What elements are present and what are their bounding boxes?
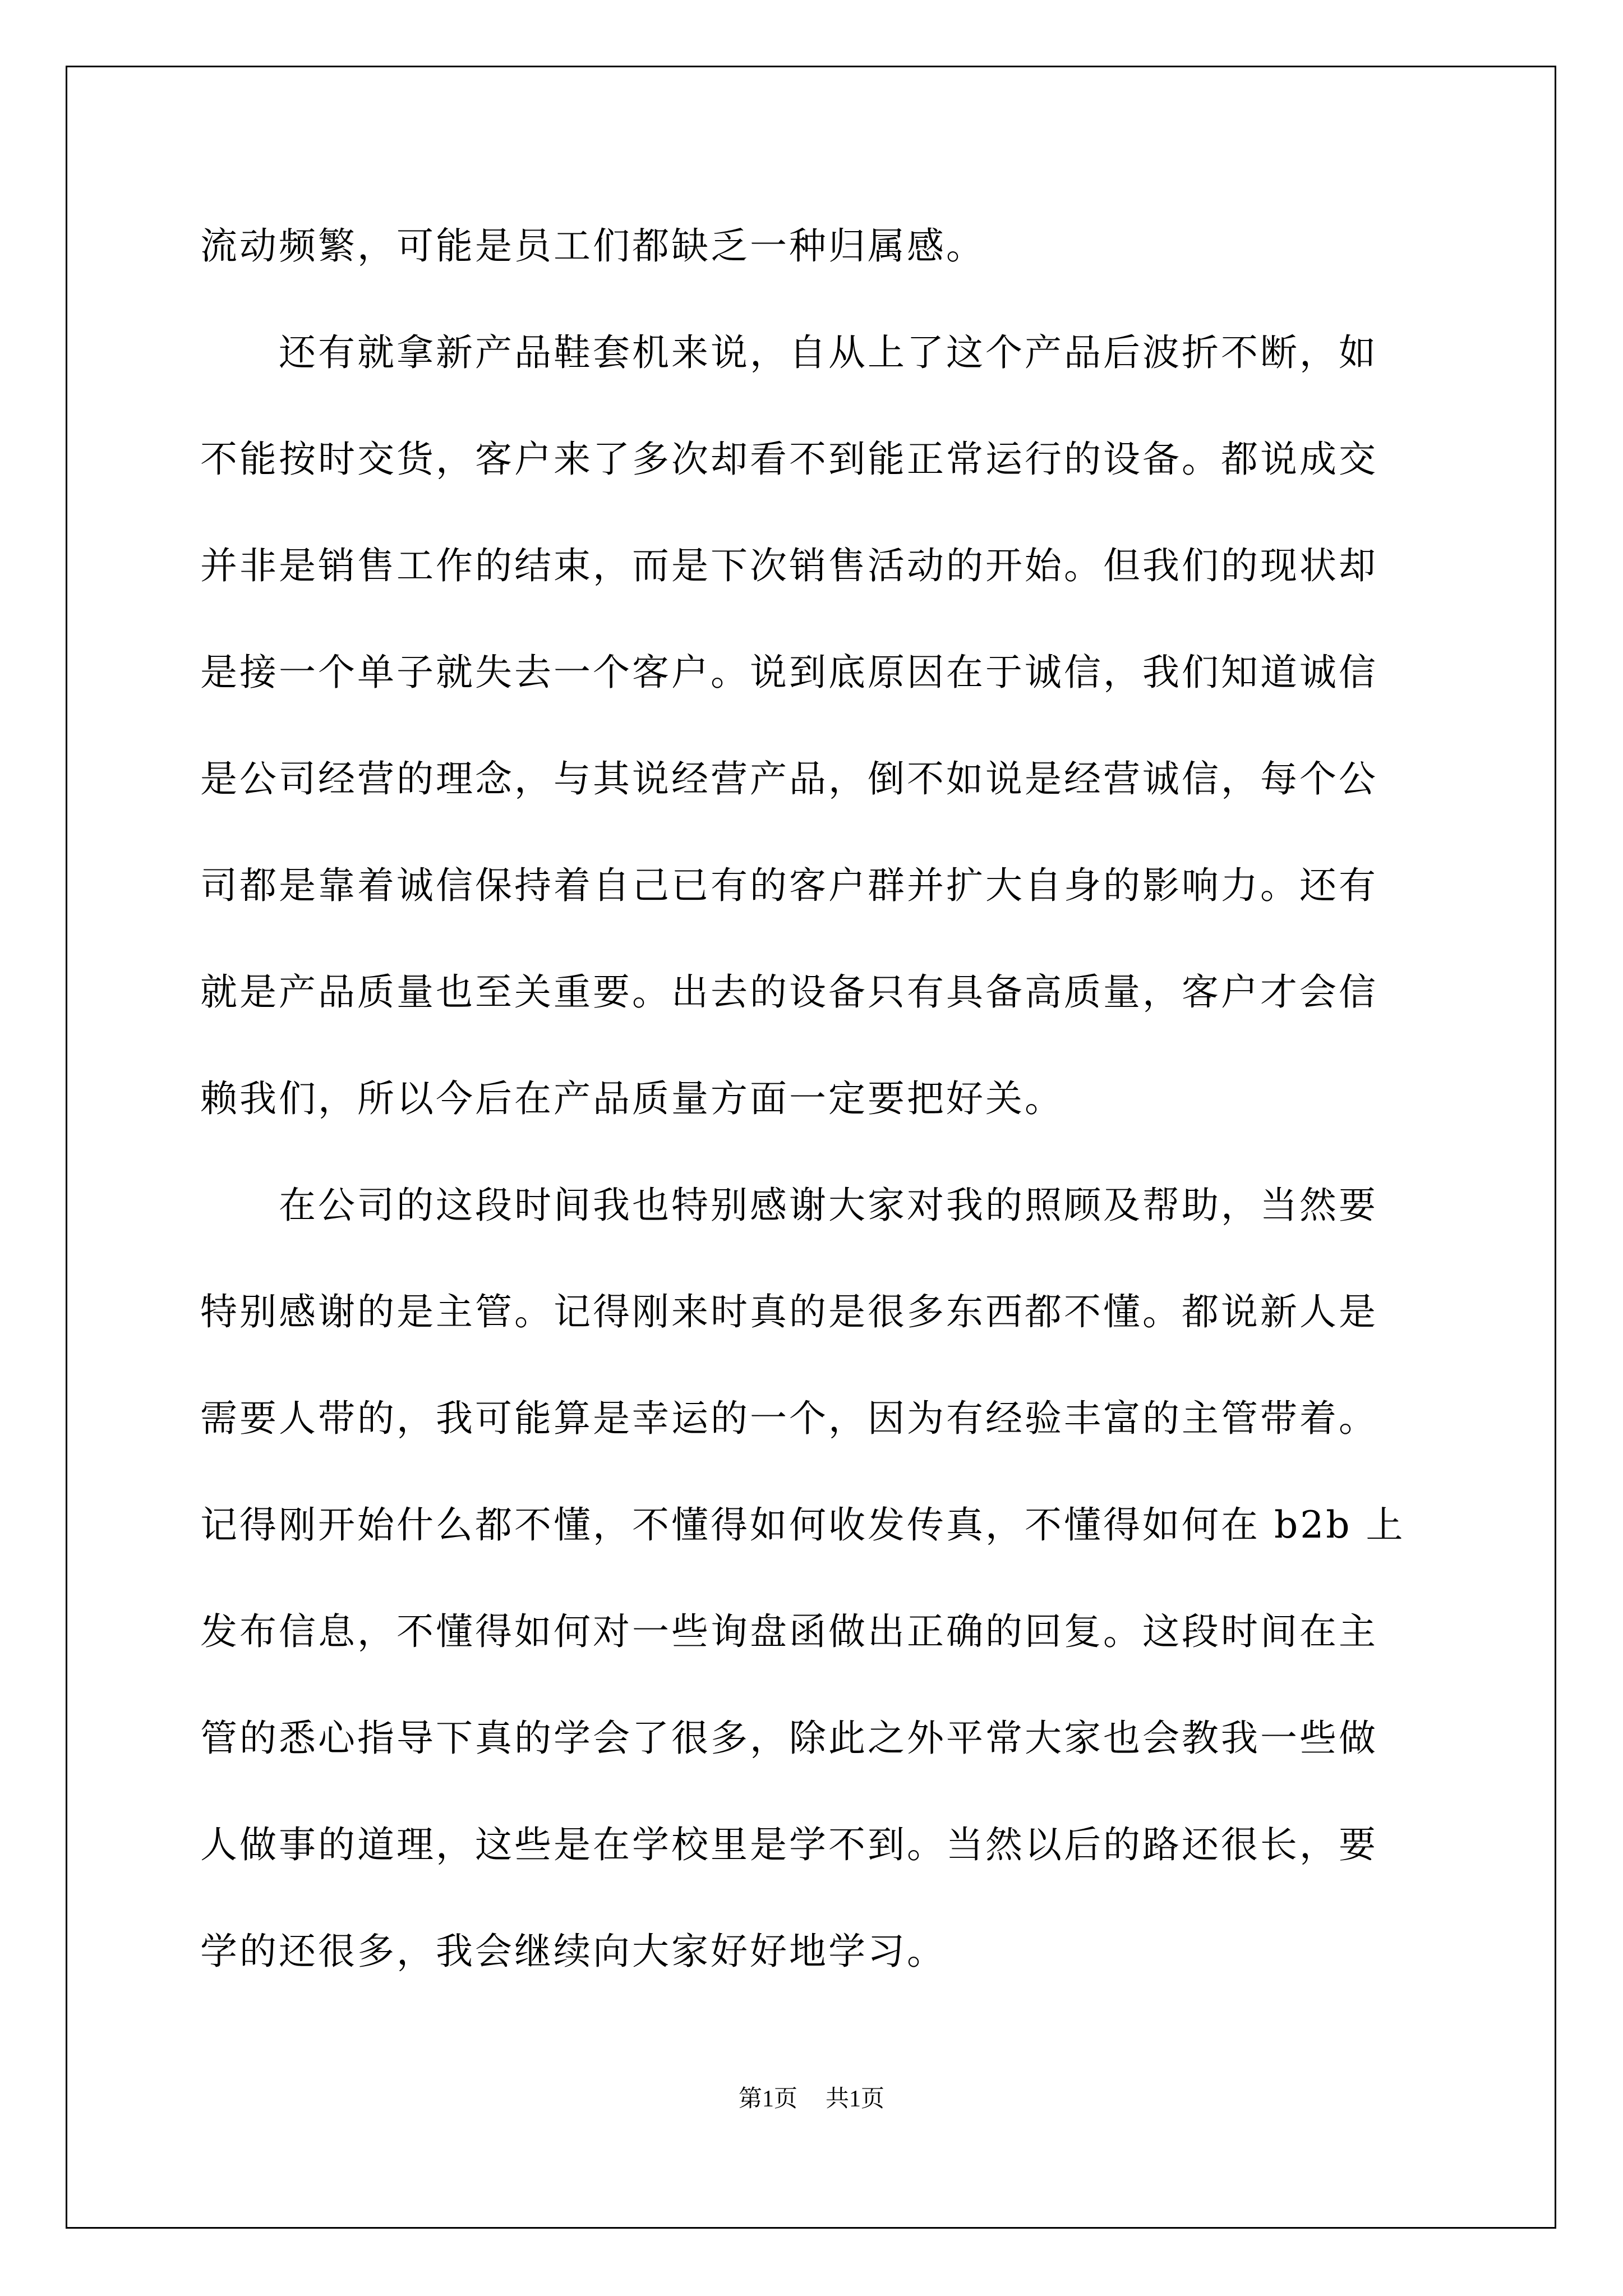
text-line: 发布信息，不懂得如何对一些询盘函做出正确的回复。这段时间在主 bbox=[200, 1610, 1378, 1653]
text-line: 是公司经营的理念，与其说经营产品，倒不如说是经营诚信，每个公 bbox=[200, 757, 1378, 800]
text-line: 还有就拿新产品鞋套机来说，自从上了这个产品后波折不断，如 bbox=[279, 331, 1378, 374]
text-line: 不能按时交货，客户来了多次却看不到能正常运行的设备。都说成交 bbox=[200, 438, 1378, 481]
text-line: 学的还很多，我会继续向大家好好地学习。 bbox=[200, 1930, 946, 1973]
page-number: 第1页 bbox=[738, 2086, 797, 2112]
text-line: 记得刚开始什么都不懂，不懂得如何收发传真，不懂得如何在 b2b 上 bbox=[200, 1503, 1405, 1547]
page-total: 共1页 bbox=[826, 2086, 885, 2112]
document-body bbox=[200, 193, 1434, 2005]
text-line: 需要人带的，我可能算是幸运的一个，因为有经验丰富的主管带着。 bbox=[200, 1397, 1378, 1440]
text-line: 管的悉心指导下真的学会了很多，除此之外平常大家也会教我一些做 bbox=[200, 1717, 1378, 1760]
text-line: 并非是销售工作的结束，而是下次销售活动的开始。但我们的现状却 bbox=[200, 544, 1378, 587]
text-line: 就是产品质量也至关重要。出去的设备只有具备高质量，客户才会信 bbox=[200, 970, 1378, 1014]
text-line: 流动频繁，可能是员工们都缺乏一种归属感。 bbox=[200, 224, 985, 268]
page-footer bbox=[0, 2082, 1623, 2116]
text-line: 赖我们，所以今后在产品质量方面一定要把好关。 bbox=[200, 1077, 1064, 1120]
text-line: 在公司的这段时间我也特别感谢大家对我的照顾及帮助，当然要 bbox=[279, 1184, 1378, 1227]
text-line: 司都是靠着诚信保持着自己已有的客户群并扩大自身的影响力。还有 bbox=[200, 864, 1378, 907]
text-line: 是接一个单子就失去一个客户。说到底原因在于诚信，我们知道诚信 bbox=[200, 651, 1378, 694]
text-line: 特别感谢的是主管。记得刚来时真的是很多东西都不懂。都说新人是 bbox=[200, 1290, 1378, 1333]
text-line: 人做事的道理，这些是在学校里是学不到。当然以后的路还很长，要 bbox=[200, 1823, 1378, 1866]
